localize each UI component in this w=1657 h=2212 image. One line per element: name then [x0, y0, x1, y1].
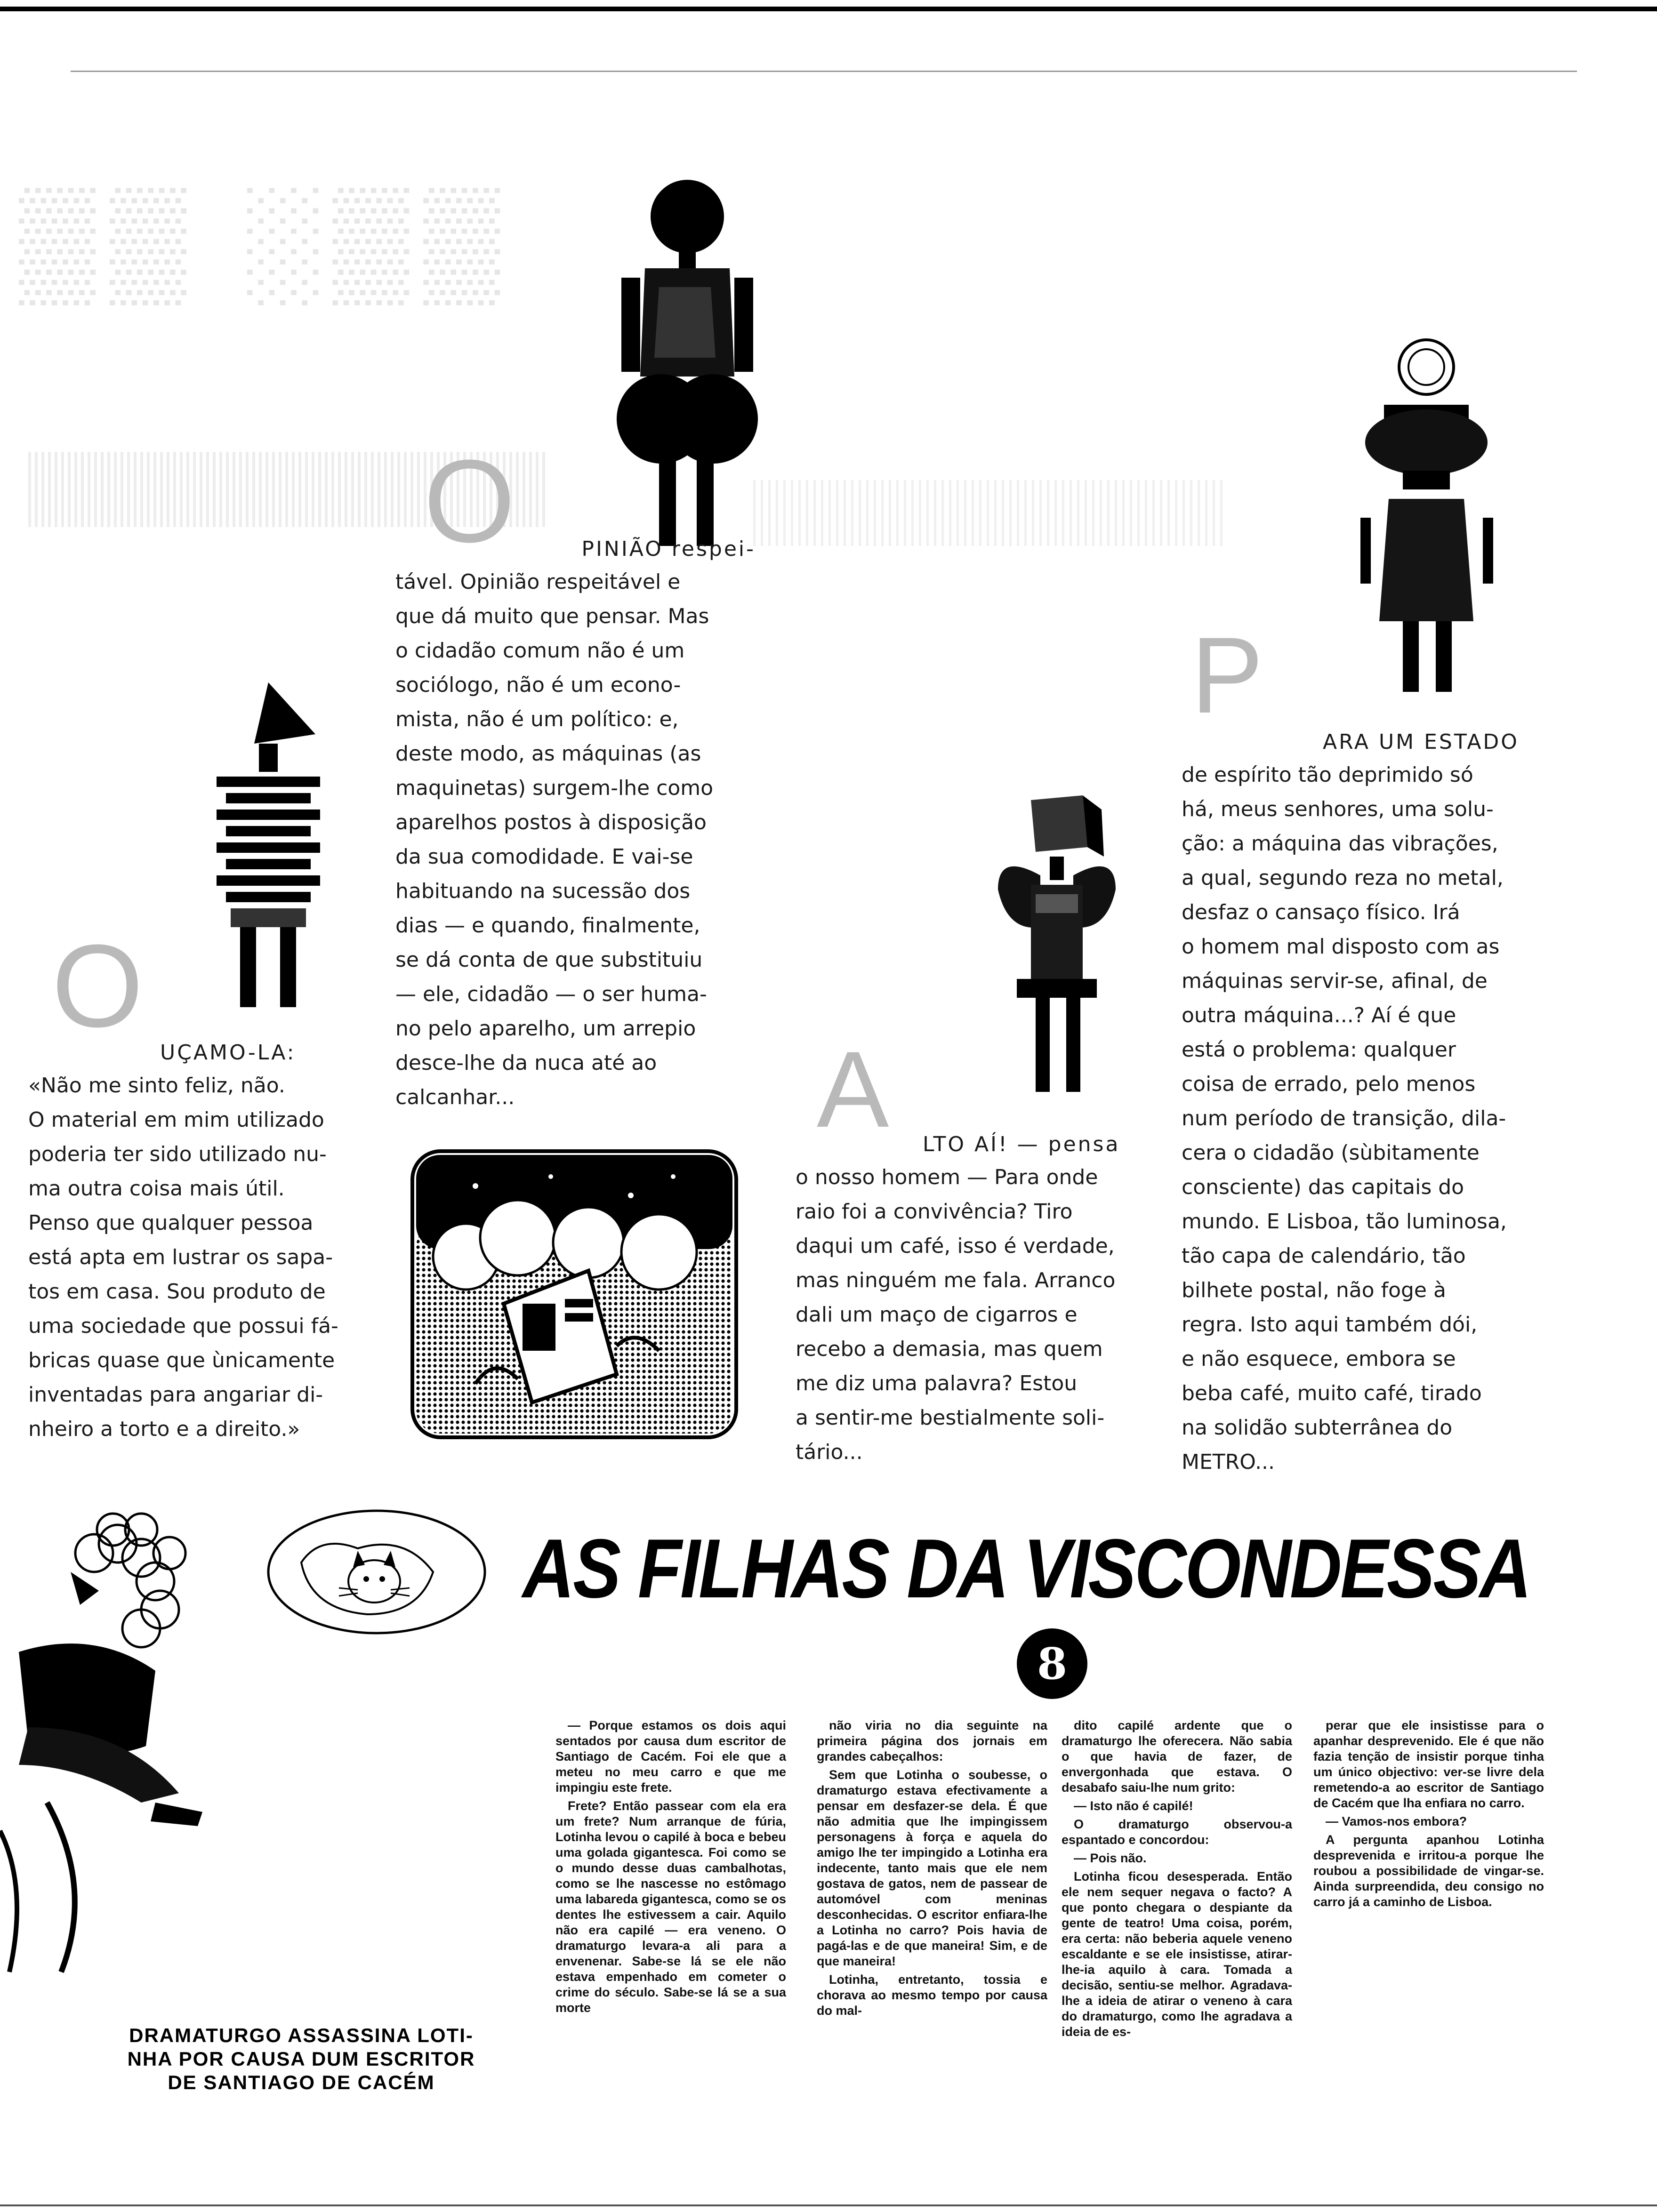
text-line: de espírito tão deprimido só — [1182, 763, 1473, 787]
text-line: no pelo aparelho, um arrepio — [395, 1017, 696, 1041]
col-center-lead-text: PINIÃO respei- — [581, 537, 756, 561]
col-mid-lead-text: LTO AÍ! — pensa — [923, 1132, 1120, 1156]
top-rule — [0, 7, 1657, 11]
story-column-2 — [817, 1718, 1047, 2021]
initial-letter-p: P — [1191, 615, 1263, 736]
text-line: deste modo, as máquinas (as — [395, 742, 701, 766]
robot-illustration-center — [607, 179, 763, 551]
story-column-3 — [1062, 1718, 1292, 2043]
col-right-lead-text: ARA UM ESTADO — [1323, 730, 1519, 754]
text-line: da sua comodidade. E vai-se — [395, 845, 693, 869]
text-line: tos em casa. Sou produto de — [28, 1280, 326, 1304]
text-line: bilhete postal, não foge à — [1182, 1278, 1446, 1302]
bleed-through-texture: ▒▒ ░▒▒ — [19, 181, 515, 301]
text-line: uma sociedade que possui fá- — [28, 1314, 338, 1338]
story-paragraph: Frete? Então passear com ela era um frete? Num arranque de fúria, Lotinha levou o capilé à boca e bebeu uma golada gigantesca. Foi como se o mundo desse duas cambalhotas, como se lhe nascesse no estômago uma labareda gigantesca, como se os dentes lhe estivessem a cair. Aquilo não era capilé — era veneno. O dramaturgo levara-a ali para a envenenar. Sabe-se lá se ele não estava empenhado em cometer o crime do século. Sabe-se lá se a sua morte — [555, 1799, 786, 2015]
text-line: mista, não é um político: e, — [395, 707, 679, 731]
story-paragraph: A pergunta apanhou Lotinha desprevenida e irritou-a porque lhe roubou a possibilidade de vingar-se. Ainda surpreendida, deu consigo no carro já a caminho de Lisboa. — [1313, 1833, 1544, 1909]
story-column-1 — [555, 1718, 786, 2019]
text-line: calcanhar... — [395, 1085, 515, 1109]
text-line: sociólogo, não é um econo- — [395, 673, 681, 697]
subhead-line-2: NHA POR CAUSA DUM ESCRITOR — [127, 2048, 475, 2070]
text-line: regra. Isto aqui também dói, — [1182, 1313, 1478, 1337]
text-line: consciente) das capitais do — [1182, 1175, 1464, 1199]
col-left-body — [28, 1068, 377, 1446]
text-line: está apta em lustrar os sapa- — [28, 1245, 333, 1269]
text-line: e não esquece, embora se — [1182, 1347, 1456, 1371]
robot-illustration-right — [1346, 329, 1502, 697]
story-paragraph: Lotinha ficou desesperada. Então ele nem sequer negava o facto? A que ponto chegara o despiante da gente de teatro! Uma coisa, porém, era certa: não beberia aquele veneno escaldante e se ele insistisse, atirar-lhe-ia aquilo à cara. Tomada a decisão, sentiu-se melhor. Agradava-lhe a ideia de atirar o veneno à cara do dramaturgo, como lhe agradava a ideia de es- — [1062, 1869, 1292, 2039]
story-paragraph: — Porque estamos os dois aqui sentados por causa dum escritor de Santiago de Cacém. Foi ele que a meteu no meu carro e que me impingiu este frete. — [555, 1718, 786, 1795]
text-line: habituando na sucessão dos — [395, 879, 691, 903]
text-line: a sentir-me bestialmente soli- — [796, 1406, 1105, 1430]
text-line: raio foi a convivência? Tiro — [796, 1200, 1073, 1224]
story-paragraph: — Pois não. — [1074, 1851, 1147, 1865]
text-line: o nosso homem — Para onde — [796, 1165, 1098, 1189]
text-line: mas ninguém me fala. Arranco — [796, 1268, 1116, 1292]
thought-bubble-cat — [264, 1506, 490, 1647]
col-left-lead-text: UÇAMO-LA: — [160, 1041, 296, 1065]
col-mid-body — [796, 1160, 1144, 1469]
text-line: desce-lhe da nuca até ao — [395, 1051, 657, 1075]
bleed-through-stripe-2 — [753, 480, 1224, 546]
text-line: dias — e quando, finalmente, — [395, 914, 700, 938]
text-line: o cidadão comum não é um — [395, 639, 685, 663]
col-mid-lead — [923, 1127, 1139, 1162]
text-line: que dá muito que pensar. Mas — [395, 604, 709, 628]
initial-letter-a: A — [817, 1029, 889, 1150]
text-line: beba café, muito café, tirado — [1182, 1381, 1482, 1405]
text-line: outra máquina...? Aí é que — [1182, 1003, 1456, 1027]
text-line: está o problema: qualquer — [1182, 1038, 1456, 1062]
story-paragraph: Sem que Lotinha o soubesse, o dramaturgo estava efectivamente a pensar em desfazer-se dela. É que não admitia que lhe impingissem personagens à força e aquela do amigo lhe ter impingido a Lotinha era indecente, tanto mais que ele nem gostava de gatos, nem de passear de automóvel com meninas desconhecidas. O escritor enfiara-lhe a Lotinha no carro? Pois havia de pagá-las e de que maneira! Sim, e de que maneira! — [817, 1768, 1047, 1968]
text-line: METRO... — [1182, 1450, 1275, 1474]
cartoon-machine-panel — [410, 1148, 739, 1440]
text-line: a qual, segundo reza no metal, — [1182, 866, 1504, 890]
story-paragraph: dito capilé ardente que o dramaturgo lhe oferecera. Não sabia o que havia de fazer, de envergonhada que estava. O desabafo saiu-lhe num grito: — [1062, 1718, 1292, 1795]
faint-rule — [71, 71, 1577, 72]
text-line: Penso que qualquer pessoa — [28, 1211, 314, 1235]
text-line: me diz uma palavra? Estou — [796, 1371, 1078, 1395]
text-line: na solidão subterrânea do — [1182, 1416, 1453, 1440]
text-line: há, meus senhores, uma solu- — [1182, 797, 1494, 821]
text-line: ma outra coisa mais útil. — [28, 1177, 285, 1201]
text-line: tão capa de calendário, tão — [1182, 1244, 1466, 1268]
feature-subhead — [85, 2024, 518, 2094]
text-line: tário... — [796, 1440, 863, 1464]
text-line: — ele, cidadão — o ser huma- — [395, 982, 707, 1006]
text-line: o homem mal disposto com as — [1182, 935, 1500, 959]
text-line: dali um maço de cigarros e — [796, 1303, 1078, 1327]
story-paragraph: — Vamos-nos embora? — [1326, 1814, 1467, 1828]
text-line: poderia ter sido utilizado nu- — [28, 1142, 327, 1166]
story-paragraph: não viria no dia seguinte na primeira página dos jornais em grandes cabeçalhos: — [817, 1718, 1047, 1763]
text-line: recebo a demasia, mas quem — [796, 1337, 1103, 1361]
text-line: num período de transição, dila- — [1182, 1106, 1506, 1130]
text-line: máquinas servir-se, afinal, de — [1182, 969, 1488, 993]
bottom-rule — [0, 2204, 1657, 2206]
robot-illustration-left — [198, 682, 339, 1012]
text-line: coisa de errado, pelo menos — [1182, 1072, 1476, 1096]
story-paragraph: O dramaturgo observou-a espantado e concordou: — [1062, 1817, 1292, 1847]
text-line: mundo. E Lisboa, tão luminosa, — [1182, 1210, 1507, 1234]
text-line: desfaz o cansaço físico. Irá — [1182, 900, 1460, 924]
initial-letter-o-left: O — [52, 920, 144, 1051]
subhead-line-3: DE SANTIAGO DE CACÉM — [168, 2071, 435, 2093]
text-line: maquinetas) surgem-lhe como — [395, 776, 714, 800]
subhead-line-1: DRAMATURGO ASSASSINA LOTI- — [129, 2024, 474, 2046]
story-column-4 — [1313, 1718, 1544, 1913]
initial-letter-o-center: O — [424, 435, 515, 567]
col-center-lead — [558, 532, 756, 566]
story-paragraph: perar que ele insistisse para o apanhar desprevenido. Ele é que não fazia tenção de insistir porque tinha um único objectivo: ver-se livre dela remetendo-a ao escritor de Santiago de Cacém que lha enfiara no carro. — [1313, 1718, 1544, 1810]
robot-illustration-mid — [989, 795, 1130, 1097]
story-paragraph: Lotinha, entretanto, tossia e chorava ao mesmo tempo por causa do mal- — [817, 1972, 1047, 2018]
text-line: nheiro a torto e a direito.» — [28, 1417, 300, 1441]
col-right-lead — [1323, 725, 1520, 759]
text-line: ção: a máquina das vibrações, — [1182, 832, 1498, 856]
text-line: bricas quase que ùnicamente — [28, 1348, 335, 1372]
col-left-lead — [160, 1035, 358, 1070]
text-line: inventadas para angariar di- — [28, 1383, 323, 1407]
col-right-body — [1182, 758, 1520, 1479]
text-line: cera o cidadão (sùbitamente — [1182, 1141, 1480, 1165]
story-paragraph: — Isto não é capilé! — [1074, 1799, 1193, 1813]
feature-headline: AS FILHAS DA VISCONDESSA — [523, 1522, 1530, 1615]
text-line: aparelhos postos à disposição — [395, 810, 707, 834]
cartoon-woman-illustration — [0, 1501, 254, 2019]
text-line: se dá conta de que substituiu — [395, 948, 703, 972]
text-line: tável. Opinião respeitável e — [395, 570, 681, 594]
text-line: O material em mim utilizado — [28, 1108, 324, 1132]
text-line: daqui um café, isso é verdade, — [796, 1234, 1115, 1258]
col-center-body — [395, 565, 763, 1114]
text-line: «Não me sinto feliz, não. — [28, 1074, 285, 1098]
episode-badge: 8 — [1017, 1628, 1087, 1699]
